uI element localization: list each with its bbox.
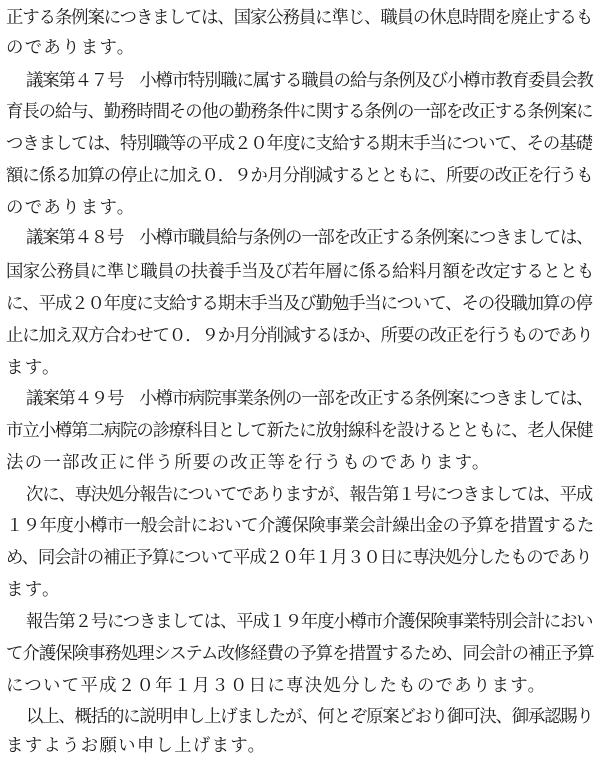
text-line: １９年度小樽市一般会計において介護保険事業会計繰出金の予算を措置するた [6, 516, 594, 536]
text-line: 正する条例案につきましては、国家公務員に準じ、職員の休息時間を廃止するも [6, 8, 593, 28]
paragraph-first-line: 次に、専決処分報告についてでありますが、報告第１号につきましては、平成 [26, 485, 592, 505]
text-line: 国家公務員に準じ職員の扶養手当及び若年層に係る給料月額を改定するととも [6, 262, 594, 282]
paragraph-first-line: 議案第４７号 小樽市特別職に属する職員の給与条例及び小樽市教育委員会教 [26, 71, 593, 91]
text-line: ます。 [6, 580, 61, 600]
text-line: 育長の給与、勤務時間その他の勤務条件に関する条例の一部を改正する条例案に [6, 102, 593, 122]
text-line: つきましては、特別職等の平成２０年度に支給する期末手当について、その基礎 [6, 134, 592, 154]
text-line: に、平成２０年度に支給する期末手当及び勤勉手当について、その役職加算の停 [6, 294, 592, 314]
paragraph-first-line: 以上、概括的に説明申し上げましたが、何とぞ原案どおり御可決、御承認賜り [26, 707, 593, 727]
text-line: のであります。 [6, 198, 136, 218]
text-line: 法の一部改正に伴う所要の改正等を行うものであります。 [6, 453, 491, 473]
text-line: について平成２０年１月３０日に専決処分したものであります。 [6, 676, 547, 696]
text-line: 額に係る加算の停止に加え０．９か月分削減するとともに、所要の改正を行うも [6, 166, 593, 186]
paragraph-first-line: 議案第４９号 小樽市病院事業条例の一部を改正する条例案につきましては、 [26, 389, 593, 409]
text-line: ますようお願い申し上げます。 [6, 736, 267, 756]
text-line: 市立小樽第二病院の診療科目として新たに放射線科を設けるとともに、老人保健 [6, 421, 593, 441]
text-line: め、同会計の補正予算について平成２０年１月３０日に専決処分したものであり [6, 548, 592, 568]
document-page [6, 0, 594, 756]
text-line: て介護保険事務処理システム改修経費の予算を措置するため、同会計の補正予算 [6, 644, 594, 664]
paragraph-first-line: 議案第４８号 小樽市職員給与条例の一部を改正する条例案につきましては、 [26, 228, 593, 248]
text-line: ます。 [6, 358, 61, 378]
text-line: 止に加え双方合わせて０．９か月分削減するほか、所要の改正を行うものであり [6, 326, 593, 346]
text-line: のであります。 [6, 38, 136, 58]
paragraph-first-line: 報告第２号につきましては、平成１９年度小樽市介護保険事業特別会計におい [26, 612, 593, 632]
